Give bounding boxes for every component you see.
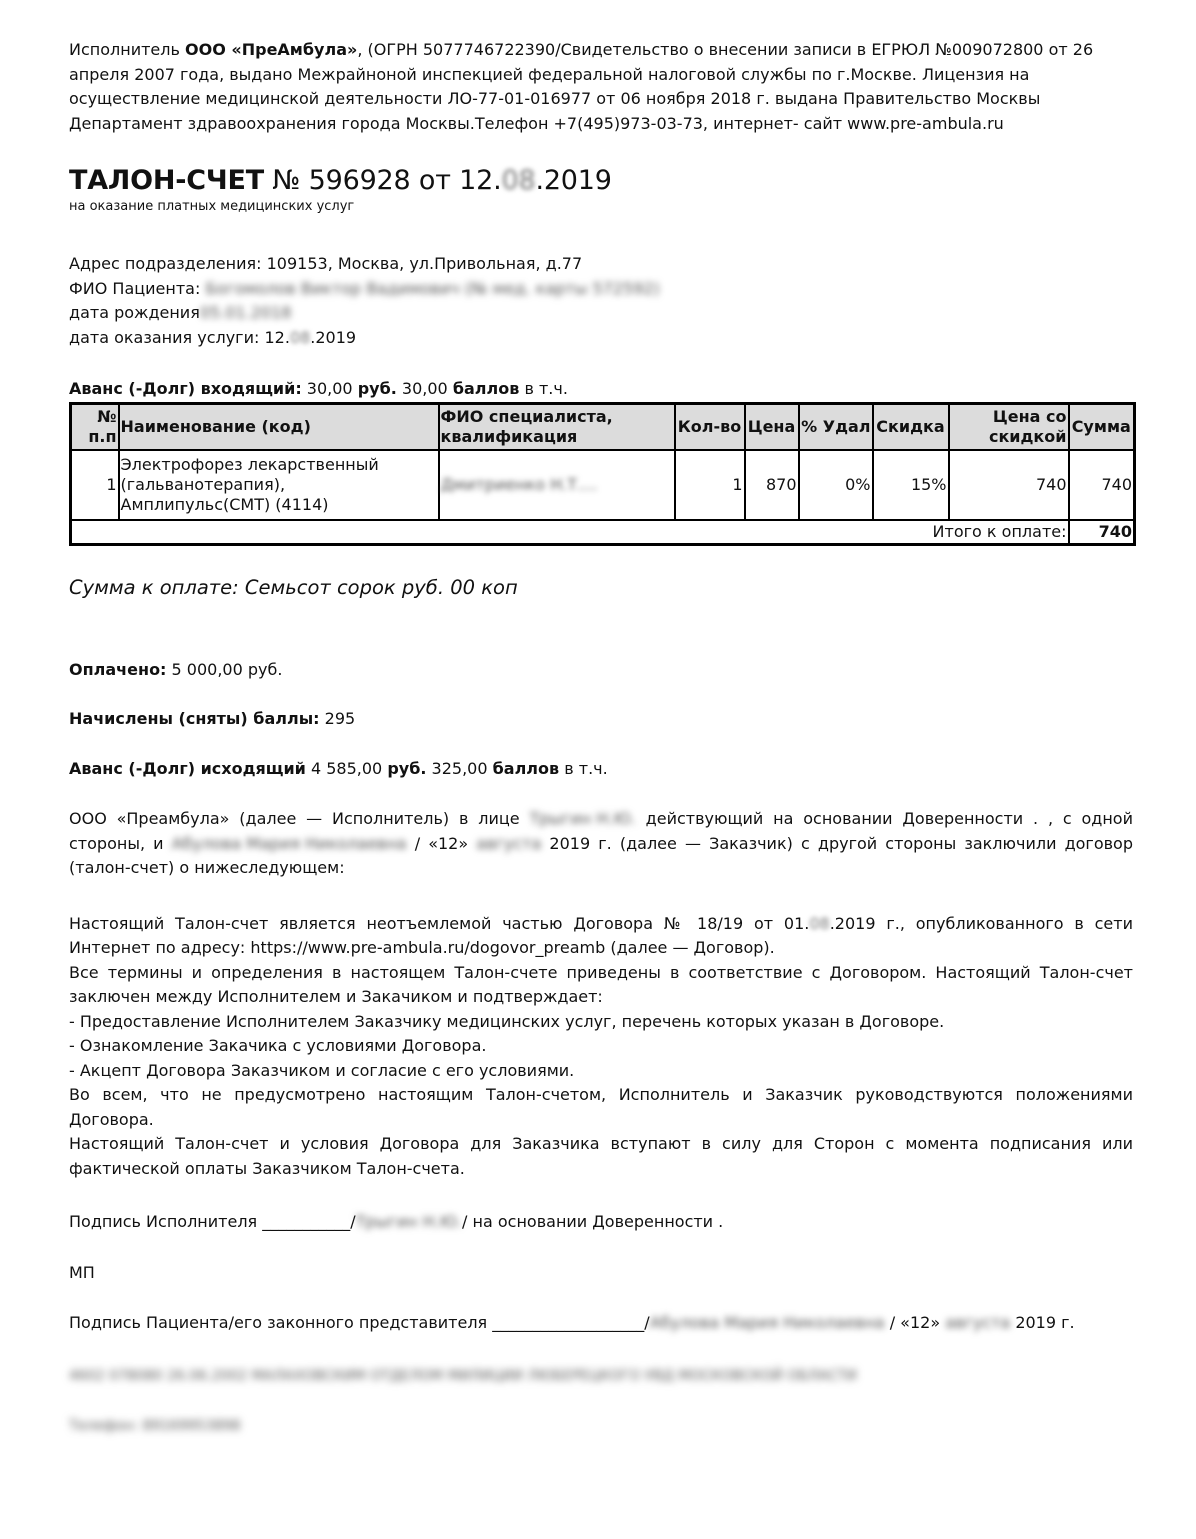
total-value: 740 <box>1098 521 1132 541</box>
title-year: .2019 <box>535 165 612 196</box>
terms-line-2: Все термины и определения в настоящем Талон-счете приведены в соответствие с Договором. Настоящий Талон-счет заключен между Исполнителем и Закачиком и подтверждает: <box>69 962 1133 1006</box>
points-value: 295 <box>319 709 356 728</box>
table-total-row <box>71 520 1135 545</box>
stamp-place: МП <box>69 1262 95 1282</box>
title-block <box>69 164 1133 216</box>
header-details: , (ОГРН 5077746722390/Свидетельство о внесении записи в ЕГРЮЛ №009072800 от 26 апреля 2007 года, выдано Межрайноной инспекцией федеральной налоговой службы по г.Москве. Лицензия на осуществление медицинской деятельности ЛО-77-01-016977 от 06 ноября 2018 г. выдана Правительство Москвы Департамент здравоохранения города Москвы.Телефон +7(495)973-03-73, интернет- сайт www.pre-ambula.ru <box>69 40 1094 133</box>
passport-redacted: 4602 078080 26.06.2002 МАЛАХОВСКИМ ОТДЕЛОМ МИЛИЦИИ ЛЮБЕРЕЦКОГО УВД МОСКОВСКОЙ ОБЛАСТИ <box>69 1367 857 1384</box>
service-date-line <box>69 326 1133 351</box>
client-name-redacted: Абулова Мария Николаевна <box>171 833 407 853</box>
cell-discount: 15% <box>873 450 949 520</box>
info-block <box>69 252 1133 350</box>
contract-part3: / «12» <box>406 833 477 853</box>
paid-value: 5 000,00 руб. <box>166 659 283 679</box>
avans-out-points-label: баллов <box>492 758 560 778</box>
cell-price-discount: 740 <box>949 450 1069 520</box>
header-prefix: Исполнитель <box>69 40 186 59</box>
services-table <box>69 402 1136 546</box>
avans-in-points: 30,00 <box>396 379 453 398</box>
sign-pat-month-redacted: августа <box>945 1313 1011 1332</box>
title-bold: ТАЛОН-СЧЕТ <box>69 165 264 196</box>
service-year: .2019 <box>310 327 357 347</box>
contract-paragraph <box>69 807 1133 881</box>
table-header-row <box>71 403 1135 450</box>
sum-in-words: Сумма к оплате: Семьсот сорок руб. 00 коп <box>69 575 518 599</box>
patient-line <box>69 277 1133 302</box>
avans-in-label: Аванс (-Долг) входящий: <box>69 379 302 398</box>
col-price: Цена <box>745 403 799 450</box>
executor-header <box>69 38 1133 136</box>
cell-pct-del: 0% <box>799 450 873 520</box>
col-specialist: ФИО специалиста, квалификация <box>439 403 675 450</box>
total-label: Итого к оплате: <box>71 520 1069 545</box>
phone-redacted: Телефон: 89169953898 <box>69 1418 241 1434</box>
birth-date-redacted: 05.01.2018 <box>199 303 292 322</box>
col-name: Наименование (код) <box>119 403 439 450</box>
patient-signature-line <box>69 1311 1133 1336</box>
avans-out-label: Аванс (-Долг) исходящий <box>69 758 306 778</box>
sign-pat-part3: 2019 г. <box>1010 1313 1075 1332</box>
cell-sum: 740 <box>1069 450 1135 520</box>
contract-month-redacted: августа <box>476 833 542 853</box>
cell-num: 1 <box>71 450 119 520</box>
avans-in-points-label: баллов <box>452 379 520 398</box>
avans-incoming <box>69 377 1133 402</box>
col-qty: Кол-во <box>675 403 745 450</box>
table-row <box>71 450 1135 520</box>
cell-price: 870 <box>745 450 799 520</box>
terms-month-redacted: 08 <box>809 913 830 933</box>
col-sum: Сумма <box>1069 403 1135 450</box>
col-price-discount: Цена со скидкой <box>949 403 1069 450</box>
birth-line <box>69 301 1133 326</box>
document-subtitle: на оказание платных медицинских услуг <box>69 199 355 214</box>
terms-l1b: .2019 г., опубликованного в сети Интернет по адресу: https://www.pre-ambula.ru/dogovor_preamb (далее — Договор). <box>69 913 1133 957</box>
patient-name-redacted: Богомолов Виктор Вадимович (№ мед. карты 572592) <box>205 278 660 298</box>
avans-out-tail: в т.ч. <box>559 758 608 778</box>
col-discount: Скидка <box>873 403 949 450</box>
points-label: Начислены (сняты) баллы: <box>69 709 320 728</box>
sign-pat-name-redacted: Абулова Мария Николаевна <box>649 1313 885 1332</box>
points-line <box>69 707 1133 732</box>
sign-exec-name-redacted: Трыгин Н.Ю. <box>355 1212 463 1231</box>
address-line: Адрес подразделения: 109153, Москва, ул.Привольная, д.77 <box>69 254 583 273</box>
contract-part1: ООО «Преамбула» (далее — Исполнитель) в лице <box>69 809 530 828</box>
avans-in-rub: руб. <box>357 379 397 398</box>
title-number: № 596928 от 12. <box>264 165 502 196</box>
cell-qty: 1 <box>675 450 745 520</box>
cell-specialist-redacted: Дмитриенко Н.Т.... <box>440 474 598 494</box>
avans-in-tail: в т.ч. <box>519 379 568 398</box>
avans-in-amount: 30,00 <box>301 379 358 398</box>
patient-label: ФИО Пациента: <box>69 278 206 298</box>
executor-name-redacted: Трыгин Н.Ю. <box>529 809 636 828</box>
cell-name: Электрофорез лекарственный (гальванотерапия), Амплипульс(СМТ) (4114) <box>119 450 439 520</box>
contract-part4: 2019 г. (далее — Заказчик) с другой стороны заключили договор (талон-счет) о нижеследующем: <box>69 833 1134 877</box>
terms-line-3: - Предоставление Исполнителем Заказчику медицинских услуг, перечень которых указан в Договоре. <box>69 1011 945 1031</box>
paid-label: Оплачено: <box>69 659 167 679</box>
receipt-page <box>69 38 1133 1439</box>
contract-part2: действующий на основании Доверенности . , с одной стороны, и <box>69 809 1133 853</box>
service-date-label: дата оказания услуги: 12. <box>69 327 290 347</box>
terms-line-5: - Акцепт Договора Заказчиком и согласие с его условиями. <box>69 1060 575 1080</box>
col-num: № п.п <box>71 403 119 450</box>
avans-out-points: 325,00 <box>426 758 493 778</box>
terms-line-6: Во всем, что не предусмотрено настоящим Талон-счетом, Исполнитель и Заказчик руководствуются положениями Договора. <box>69 1085 1133 1129</box>
terms-l1a: Настоящий Талон-счет является неотъемлемой частью Договора № 18/19 от 01. <box>69 913 810 933</box>
avans-out-rub: руб. <box>387 758 427 778</box>
terms-line-4: - Ознакомление Закачика с условиями Договора. <box>69 1036 487 1055</box>
org-name: ООО «ПреАмбула» <box>185 40 358 59</box>
document-title <box>69 164 1133 198</box>
terms-line-7: Настоящий Талон-счет и условия Договора для Заказчика вступают в силу для Сторон с момента подписания или фактической оплаты Заказчиком Талон-счета. <box>69 1134 1133 1178</box>
terms-line-1 <box>69 912 1133 961</box>
birth-label: дата рождения <box>69 303 200 322</box>
executor-signature-line <box>69 1210 1133 1235</box>
title-month-redacted: 08 <box>501 165 536 196</box>
terms-block <box>69 912 1133 1182</box>
sign-pat-part2: / «12» <box>884 1313 946 1332</box>
avans-out-amount: 4 585,00 <box>305 758 388 778</box>
sign-pat-part1: Подпись Пациента/его законного представителя ___________________/ <box>69 1313 650 1332</box>
sign-exec-part1: Подпись Исполнителя ___________/ <box>69 1212 356 1231</box>
sign-exec-part2: / на основании Доверенности . <box>462 1212 724 1231</box>
avans-outgoing <box>69 757 1133 782</box>
paid-line <box>69 658 1133 683</box>
service-month-redacted: 08 <box>289 327 311 347</box>
col-pct-del: % Удал <box>799 403 873 450</box>
